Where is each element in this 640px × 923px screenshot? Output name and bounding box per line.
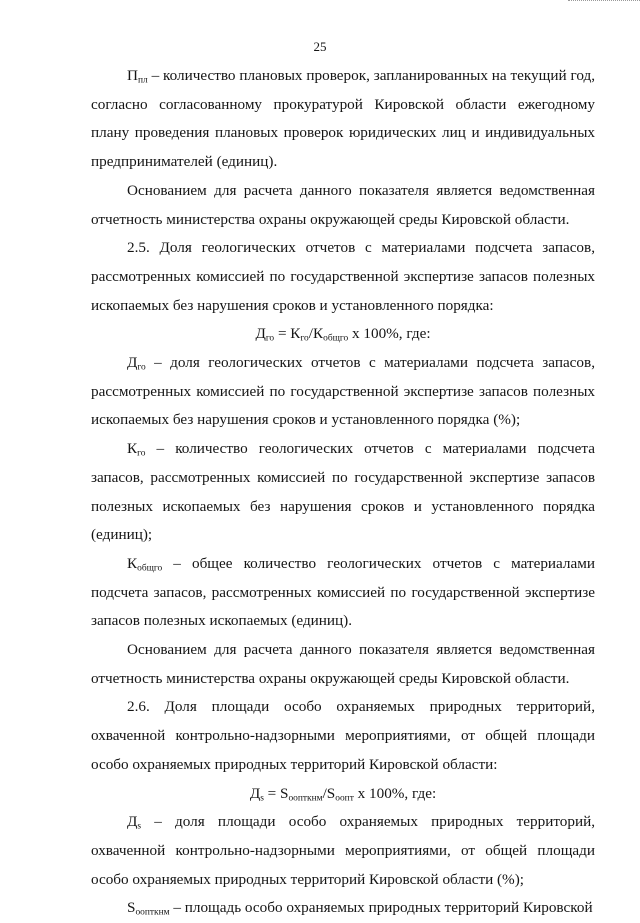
definition-text: – количество геологических отчетов с материалами подсчета запасов, рассмотренных комиссией по государственной экспертизе запасов полезных ископаемых без нарушения сроков и установленного порядка (единиц); [91, 440, 595, 544]
definition-subscript: общго [137, 563, 163, 574]
page-number: 25 [313, 39, 327, 54]
body-paragraph: Основанием для расчета данного показателя является ведомственная отчетность министерства охраны окружающей среды Кировской области. [91, 181, 595, 228]
definition-symbol: К [127, 554, 138, 572]
formula-text: Д [255, 325, 266, 343]
definition-text: – общее количество геологических отчетов с материалами подсчета запасов, рассмотренных комиссией по государственной экспертизе запасов полезных ископаемых (единиц). [91, 554, 595, 630]
body-paragraph: 2.5. Доля геологических отчетов с материалами подсчета запасов, рассмотренных комиссией по государственной экспертизе запасов полезных ископаемых без нарушения сроков и установленного порядка: [91, 239, 595, 314]
definition-subscript: го [137, 362, 146, 373]
definition-symbol: К [127, 440, 138, 458]
formula-text: = К [274, 325, 301, 343]
formula [91, 320, 595, 349]
document-body [91, 62, 595, 923]
formula-text: /S [322, 784, 336, 802]
formula-text: x 100%, где: [348, 325, 431, 343]
definition-paragraph [91, 435, 595, 550]
definition-text: – доля геологических отчетов с материалами подсчета запасов, рассмотренных комиссией по государственной экспертизе запасов полезных ископаемых без нарушения сроков и установленного порядка (%); [91, 354, 595, 429]
formula-text: x 100%, где: [353, 784, 437, 802]
formula-subscript: s [260, 793, 264, 804]
formula-text: Д [249, 784, 261, 802]
definition-text: – количество плановых проверок, запланированных на текущий год, согласно согласованному прокуратурой Кировской области ежегодному плану проведения плановых проверок юридических лиц и индивидуальных предпринимателей (единиц). [91, 67, 595, 171]
definition-subscript: оопткнм [135, 908, 170, 919]
top-edge-rule [568, 0, 640, 2]
definition-paragraph [91, 894, 595, 923]
definition-paragraph [91, 62, 595, 177]
definition-subscript: го [137, 448, 146, 459]
formula-subscript: оопт [335, 793, 354, 804]
definition-symbol: Д [127, 354, 138, 372]
definition-subscript: пл [137, 75, 148, 86]
formula-text: = S [263, 784, 289, 802]
definition-subscript: s [137, 821, 142, 832]
formula-subscript: оопткнм [288, 793, 323, 804]
definition-symbol: П [127, 67, 138, 84]
body-paragraph: Основанием для расчета данного показателя является ведомственная отчетность министерства охраны окружающей среды Кировской области. [91, 641, 595, 687]
formula-subscript: го [265, 333, 275, 344]
formula [91, 780, 595, 809]
definition-symbol: S [127, 899, 136, 917]
formula-subscript: общго [323, 333, 349, 344]
definition-text: – площадь особо охраняемых природных территорий Кировской [169, 899, 593, 917]
formula-text: /К [308, 325, 324, 343]
definition-paragraph [91, 808, 595, 894]
definition-paragraph [91, 349, 595, 435]
formula-subscript: го [300, 333, 309, 344]
definition-paragraph [91, 550, 595, 636]
body-paragraph: 2.6. Доля площади особо охраняемых природных территорий, охваченной контрольно-надзорными мероприятиями, от общей площади особо охраняемых природных территорий Кировской области: [91, 698, 595, 773]
definition-text: – доля площади особо охраняемых природных территорий, охваченной контрольно-надзорными мероприятиями, от общей площади особо охраняемых природных территорий Кировской области (%); [91, 813, 595, 888]
definition-symbol: Д [127, 813, 138, 831]
